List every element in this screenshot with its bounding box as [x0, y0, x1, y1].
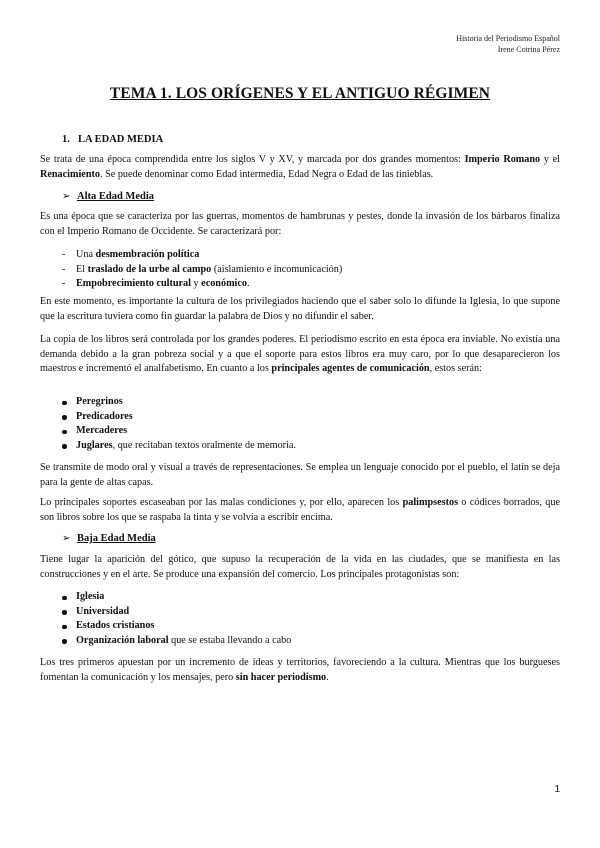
- baja-paragraph-2: Los tres primeros apuestan por un incremento de ideas y territorios, favoreciendo a la cultura. Mientras que los burgueses fomentan la comunicación y los mensajes, pero sin hacer periodismo.: [40, 657, 560, 683]
- alta-paragraph-1: Es una época que se caracteriza por las guerras, momentos de hambrunas y pestes, donde la invasión de los bárbaros finaliza con el Imperio Romano de Occidente. Se caracterizará por:: [40, 211, 560, 237]
- bullet-icon: [62, 401, 67, 406]
- list-item: - Una desmembración política: [62, 249, 200, 260]
- alta-paragraph-2: En este momento, es importante la cultura de los privilegiados haciendo que el saber solo lo difunde la Iglesia, lo que supone que la escritura tuviera como fin guardar la palabra de Dios y no difundir el saber.: [40, 296, 560, 322]
- section-heading: [62, 134, 163, 145]
- alta-paragraph-5: Lo principales soportes escaseaban por las malas condiciones y, por ello, aparecen los palimpsestos o códices borrados, que son libros sobre los que se raspaba la tinta y se volvía a escribir encima.: [40, 497, 560, 523]
- list-item: Juglares, que recitaban textos oralmente de memoria.: [62, 439, 296, 454]
- list-item: - Empobrecimiento cultural y económico.: [62, 278, 250, 289]
- header-course: Historia del Periodismo Español: [456, 34, 560, 43]
- list-item: Peregrinos: [62, 395, 296, 410]
- list-item: Predicadores: [62, 410, 296, 425]
- bullet-icon: [62, 639, 67, 644]
- bullet-icon: [62, 610, 67, 615]
- list-item: - El traslado de la urbe al campo (aislamiento e incomunicación): [62, 263, 343, 275]
- arrow-bullet-icon: ➢: [62, 191, 71, 202]
- page-number: 1: [554, 784, 560, 795]
- list-item: Mercaderes: [62, 424, 296, 439]
- baja-paragraph-1: Tiene lugar la aparición del gótico, que supuso la recuperación de la vida en las ciudades, que se manifiesta en las construcciones y en el arte. Se produce una expansión del comercio. Los principales protagonistas son:: [40, 554, 560, 580]
- list-item: Estados cristianos: [62, 619, 291, 634]
- page-title: TEMA 1. LOS ORÍGENES Y EL ANTIGUO RÉGIMEN: [109, 85, 491, 102]
- section-number: 1.: [62, 134, 70, 145]
- protagonists-list: [62, 590, 291, 648]
- section-title: LA EDAD MEDIA: [78, 134, 164, 145]
- subheading-alta: ➢ Alta Edad Media: [62, 191, 155, 202]
- bullet-icon: [62, 430, 67, 435]
- alta-paragraph-4: Se transmite de modo oral y visual a través de representaciones. Se emplea un lenguaje conocido por el pueblo, el latín se deja para la gente de altas capas.: [40, 462, 560, 488]
- running-header: [456, 33, 560, 55]
- list-item: Universidad: [62, 605, 291, 620]
- intro-paragraph: Se trata de una época comprendida entre los siglos V y XV, y marcada por dos grandes momentos: Imperio Romano y el Renacimiento. Se puede denominar como Edad intermedia, Edad Negra o Edad de las tinieblas.: [40, 154, 561, 180]
- bullet-icon: [62, 625, 67, 630]
- agents-list: [62, 395, 296, 453]
- bullet-icon: [62, 415, 67, 420]
- subheading-baja: ➢ Baja Edad Media: [62, 533, 156, 544]
- list-item: Organización laboral que se estaba llevando a cabo: [62, 634, 291, 649]
- bullet-icon: [62, 444, 67, 449]
- alta-paragraph-3: La copia de los libros será controlada por los grandes poderes. El periodismo escrito en esta época era inviable. No existía una demanda debido a la gran pobreza social y a que el soporte para estos libros era muy caro, por lo que desaparecieron los maestros e incrementó el analfabetismo. En cuanto a los principales agentes de comunicación, estos serán:: [40, 334, 560, 374]
- alta-dash-list: [62, 248, 342, 292]
- arrow-bullet-icon: ➢: [62, 533, 71, 544]
- list-item: Iglesia: [62, 590, 291, 605]
- header-author: Irene Cotrina Pérez: [497, 45, 560, 54]
- bullet-icon: [62, 596, 67, 601]
